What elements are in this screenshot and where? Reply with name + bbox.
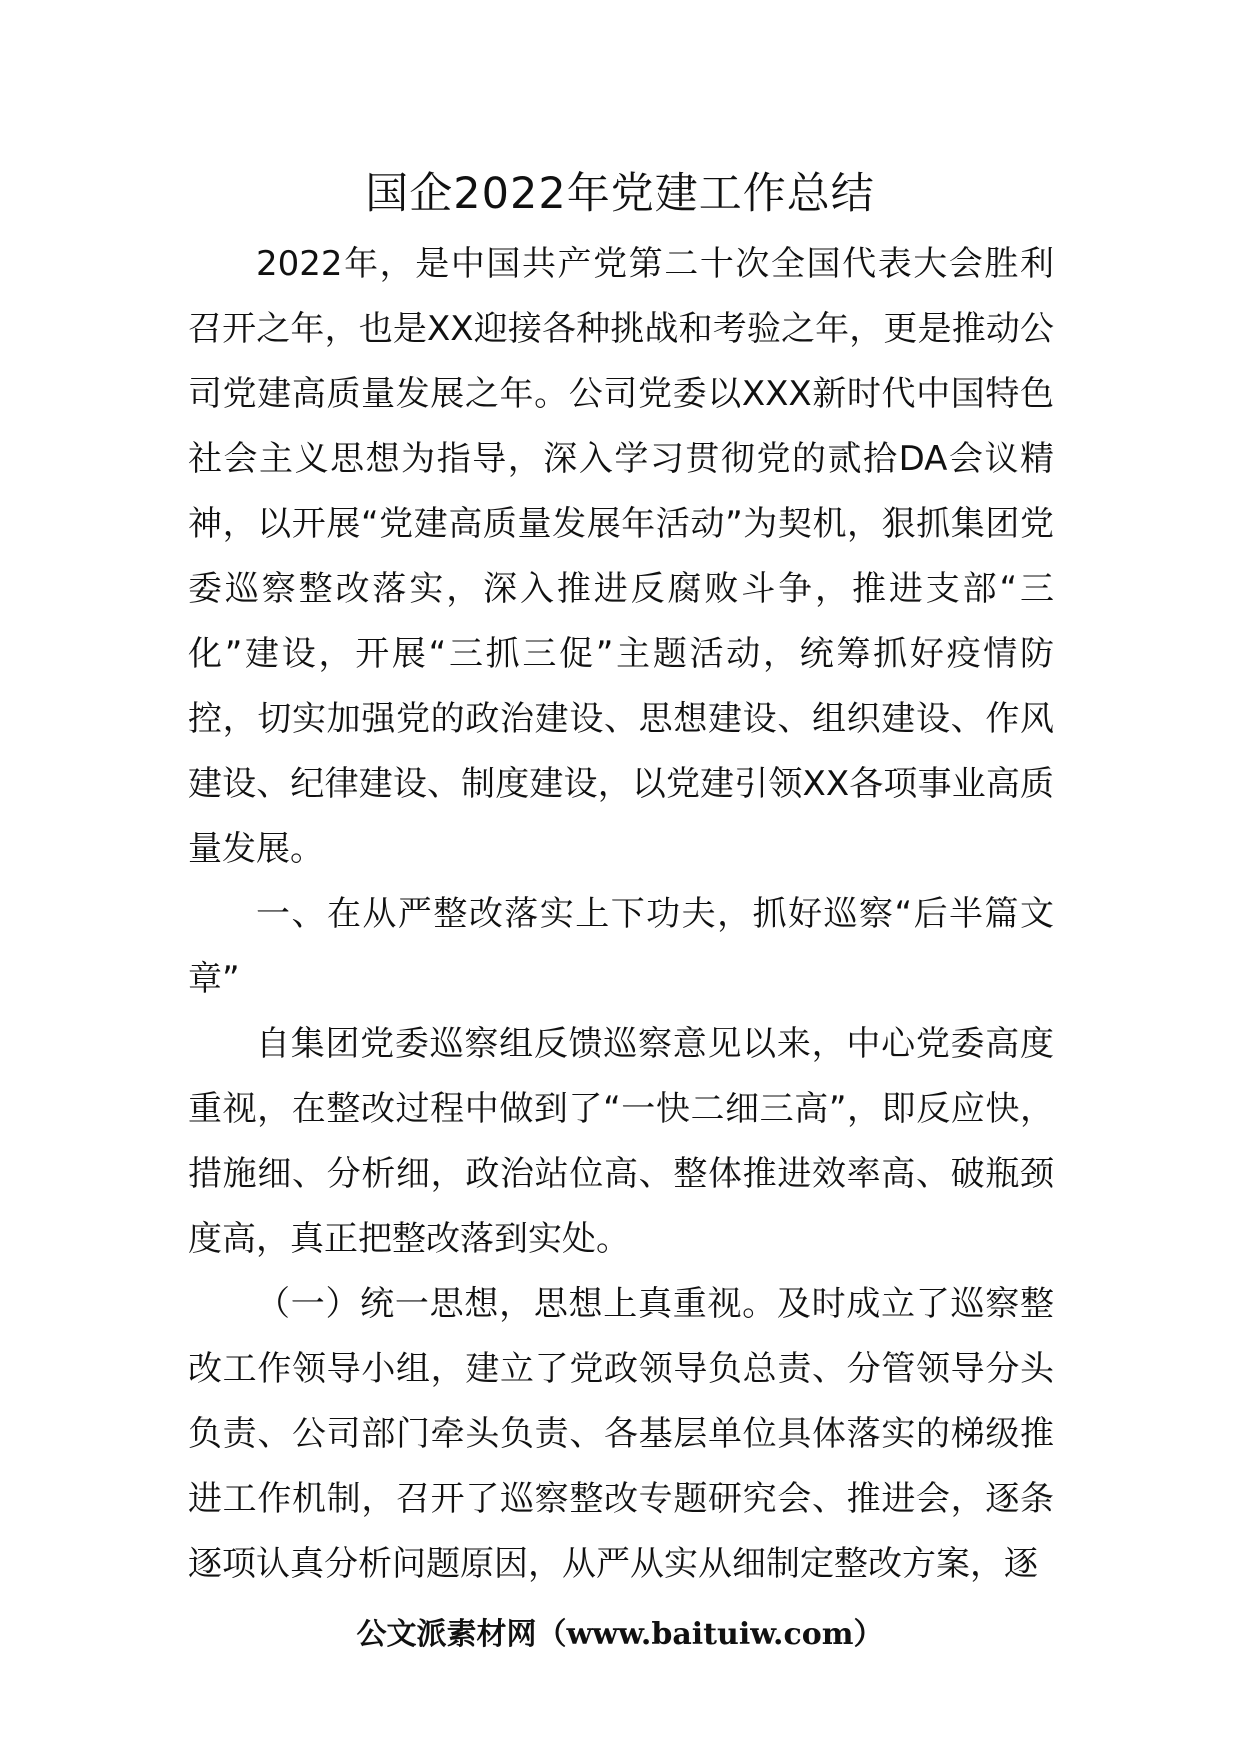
- paragraph-section-1: 自集团党委巡察组反馈巡察意见以来，中心党委高度重视，在整改过程中做到了“一快二细三高”，即反应快，措施细、分析细，政治站位高、整体推进效率高、破瓶颈度高，真正把整改落到实处。: [188, 1024, 1054, 1259]
- paragraph-subsection-1: （一）统一思想，思想上真重视。及时成立了巡察整改工作领导小组，建立了党政领导负总责、分管领导分头负责、公司部门牵头负责、各基层单位具体落实的梯级推进工作机制，召开了巡察整改专题研究会、推进会，逐条逐项认真分析问题原因，从严从实从细制定整改方案，逐: [188, 1284, 1054, 1584]
- paragraph-intro: 2022年，是中国共产党第二十次全国代表大会胜利召开之年，也是XX迎接各种挑战和考验之年，更是推动公司党建高质量发展之年。公司党委以XXX新时代中国特色社会主义思想为指导，深入学习贯彻党的贰拾DA会议精神，以开展“党建高质量发展年活动”为契机，狠抓集团党委巡察整改落实，深入推进反腐败斗争，推进支部“三化”建设，开展“三抓三促”主题活动，统筹抓好疫情防控，切实加强党的政治建设、思想建设、组织建设、作风建设、纪律建设、制度建设，以党建引领XX各项事业高质量发展。: [188, 244, 1054, 869]
- section-heading-1: 一、在从严整改落实上下功夫，抓好巡察“后半篇文章”: [188, 894, 1054, 999]
- document-body: [188, 232, 1054, 1597]
- document-title: 国企2022年党建工作总结: [365, 169, 875, 219]
- footer-source: 公文派素材网（www.baituiw.com）: [356, 1617, 884, 1652]
